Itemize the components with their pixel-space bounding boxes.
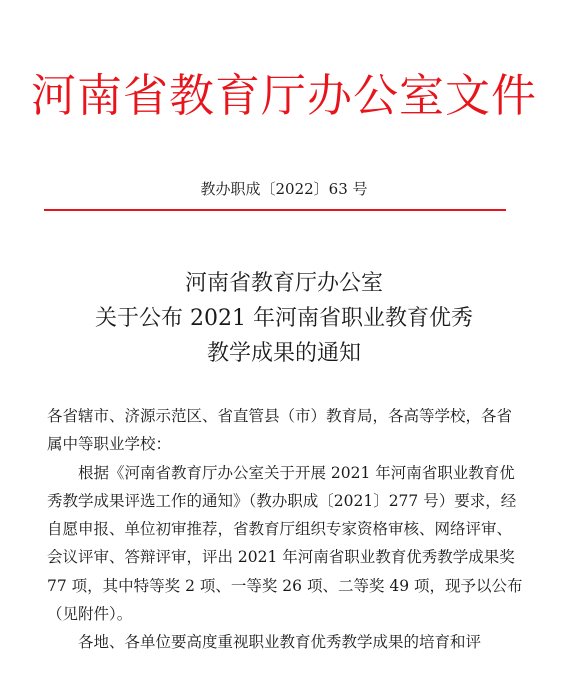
recipients-paragraph: 各省辖市、济源示范区、省直管县（市）教育局，各高等学校，各省属中等职业学校： xyxy=(47,407,513,454)
title-line-2: 关于公布 2021 年河南省职业教育优秀 xyxy=(95,306,473,331)
title-line-1: 河南省教育厅办公室 xyxy=(184,271,383,296)
body-paragraph-2: 各地、各单位要高度重视职业教育优秀教学成果的培育和评 xyxy=(78,633,482,652)
document-masthead: 河南省教育厅办公室文件 xyxy=(30,69,537,122)
red-divider-line xyxy=(44,209,506,211)
title-line-3: 教学成果的通知 xyxy=(206,341,361,366)
document-number: 教办职成〔2022〕63 号 xyxy=(200,180,368,198)
notice-title xyxy=(0,266,568,371)
body-paragraph-1: 根据《河南省教育厅办公室关于开展 2021 年河南省职业教育优秀教学成果评选工作的通知》（教办职成〔2021〕277 号）要求，经自愿申报、单位初审推荐，省教育厅组织专家资格审核、网络评审、会议评审、答辩评审，评出 2021 年河南省职业教育优秀教学成果奖 77 项，其中特等奖 2 项、一等奖 26 项、二等奖 49 项，现予以公布（见附件）。 xyxy=(47,463,523,624)
notice-body xyxy=(47,402,525,657)
